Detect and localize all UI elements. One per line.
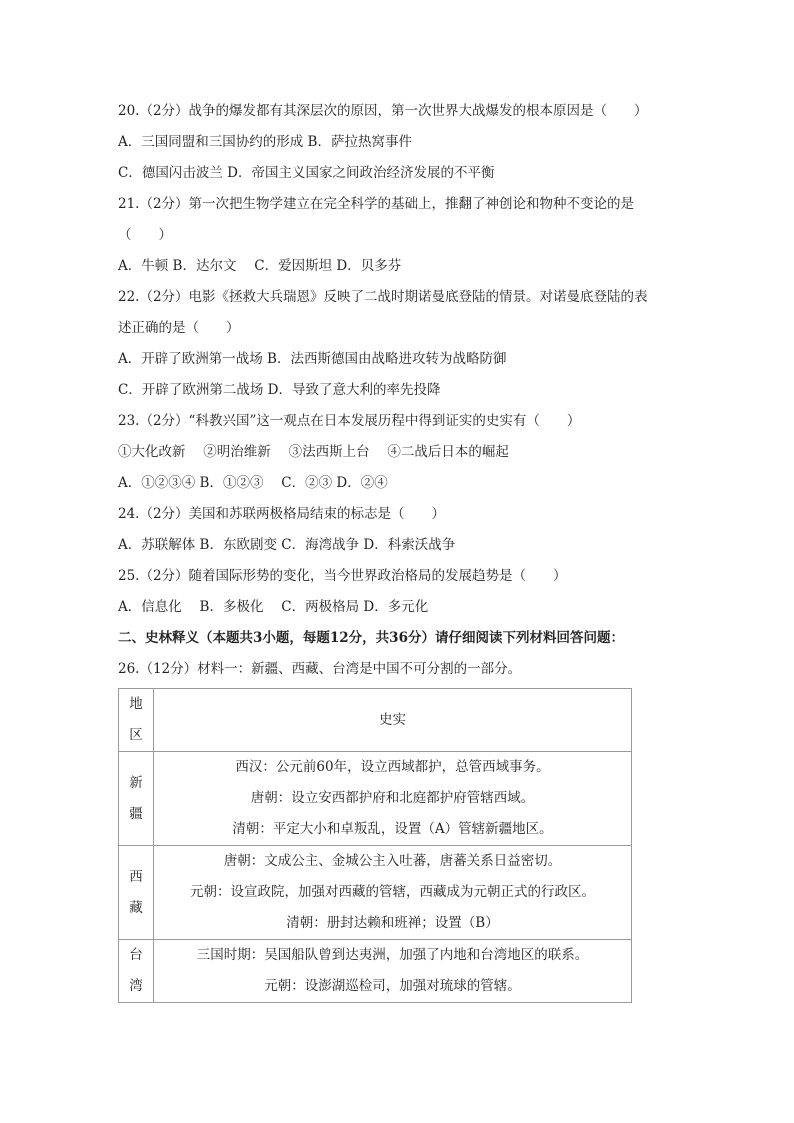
- fact-line: 清朝：平定大小和卓叛乱，设置（A）管辖新疆地区。: [232, 821, 553, 837]
- question-stem: 21.（2分）第一次把生物学建立在完全科学的基础上，推翻了神创论和物种不变论的是: [118, 196, 635, 212]
- fact-line: 西汉：公元前60年，设立西域都护，总管西域事务。: [235, 759, 550, 775]
- question-option: C．德国闪击波兰 D．帝国主义国家之间政治经济发展的不平衡: [118, 165, 495, 181]
- region-cell: [119, 752, 154, 846]
- table-row-taiwan: [119, 940, 632, 1003]
- question-option: A．三国同盟和三国协约的形成 B．萨拉热窝事件: [118, 134, 412, 150]
- question-stem: 述正确的是（ ）: [118, 320, 240, 336]
- question-option: A．开辟了欧洲第一战场 B．法西斯德国由战略进攻转为战略防御: [118, 351, 507, 367]
- header-region-char: 区: [129, 727, 143, 743]
- fact-line: 三国时期：吴国船队曾到达夷洲，加强了内地和台湾地区的联系。: [196, 947, 589, 963]
- facts-cell: [154, 846, 632, 940]
- question-option: C．开辟了欧洲第二战场 D．导致了意大利的率先投降: [118, 382, 441, 398]
- header-facts-cell: 史实: [154, 689, 632, 752]
- question-option: A．牛顿 B．达尔文 C．爱因斯坦 D．贝多芬: [118, 258, 402, 274]
- fact-line: 元朝：设宣政院，加强对西藏的管辖，西藏成为元朝正式的行政区。: [190, 884, 595, 900]
- question-26-intro: 26.（12分）材料一：新疆、西藏、台湾是中国不可分割的一部分。: [118, 661, 522, 677]
- question-20: [118, 96, 678, 189]
- region-cell: [119, 846, 154, 940]
- table-header-row: [119, 689, 632, 752]
- question-option: A．苏联解体 B．东欧剧变 C．海湾战争 D．科索沃战争: [118, 537, 456, 553]
- question-stem: 22.（2分）电影《拯救大兵瑞恩》反映了二战时期诺曼底登陆的情景。对诺曼底登陆的表: [118, 289, 648, 305]
- header-region-char: 地: [129, 696, 143, 712]
- fact-line: 唐朝：设立安西都护府和北庭都护府管辖西域。: [250, 790, 535, 806]
- question-option: A．①②③④ B．①②③ C．②③ D．②④: [118, 475, 388, 491]
- question-stem: （ ）: [118, 227, 172, 243]
- history-facts-table: [118, 688, 632, 1003]
- question-stem: ①大化改新 ②明治维新 ③法西斯上台 ④二战后日本的崛起: [118, 444, 509, 460]
- fact-line: 唐朝：文成公主、金城公主入吐蕃，唐蕃关系日益密切。: [223, 853, 562, 869]
- region-char: 疆: [129, 805, 143, 822]
- question-stem: 23.（2分）“科教兴国”这一观点在日本发展历程中得到证实的史实有（ ）: [118, 413, 581, 429]
- region-cell: [119, 940, 154, 1003]
- region-char: 新: [129, 774, 143, 791]
- question-23: [118, 406, 678, 499]
- facts-cell: [154, 752, 632, 846]
- fact-line: 清朝：册封达赖和班禅；设置（B）: [286, 915, 499, 931]
- question-24: [118, 499, 678, 561]
- table-row-tibet: [119, 846, 632, 940]
- header-region-cell: [119, 689, 154, 752]
- fact-line: 元朝：设澎湖巡检司，加强对琉球的管辖。: [264, 978, 521, 994]
- region-char: 台: [129, 947, 143, 963]
- question-stem: 24.（2分）美国和苏联两极格局结束的标志是（ ）: [118, 506, 446, 522]
- region-char: 藏: [129, 899, 143, 916]
- region-char: 湾: [129, 978, 143, 994]
- section-heading: 二、史林释义（本题共3小题，每题12分，共36分）请仔细阅读下列材料回答问题：: [118, 630, 624, 646]
- table-row-xinjiang: [119, 752, 632, 846]
- question-stem: 20.（2分）战争的爆发都有其深层次的原因，第一次世界大战爆发的根本原因是（ ）: [118, 103, 648, 119]
- region-char: 西: [129, 868, 143, 885]
- exam-page: [118, 96, 678, 1003]
- question-22: [118, 282, 678, 406]
- question-stem: 25.（2分）随着国际形势的变化，当今世界政治格局的发展趋势是（ ）: [118, 568, 567, 584]
- facts-cell: [154, 940, 632, 1003]
- question-option: A．信息化 B．多极化 C．两极格局 D．多元化: [118, 599, 429, 615]
- question-25: [118, 561, 678, 623]
- question-21: [118, 189, 678, 282]
